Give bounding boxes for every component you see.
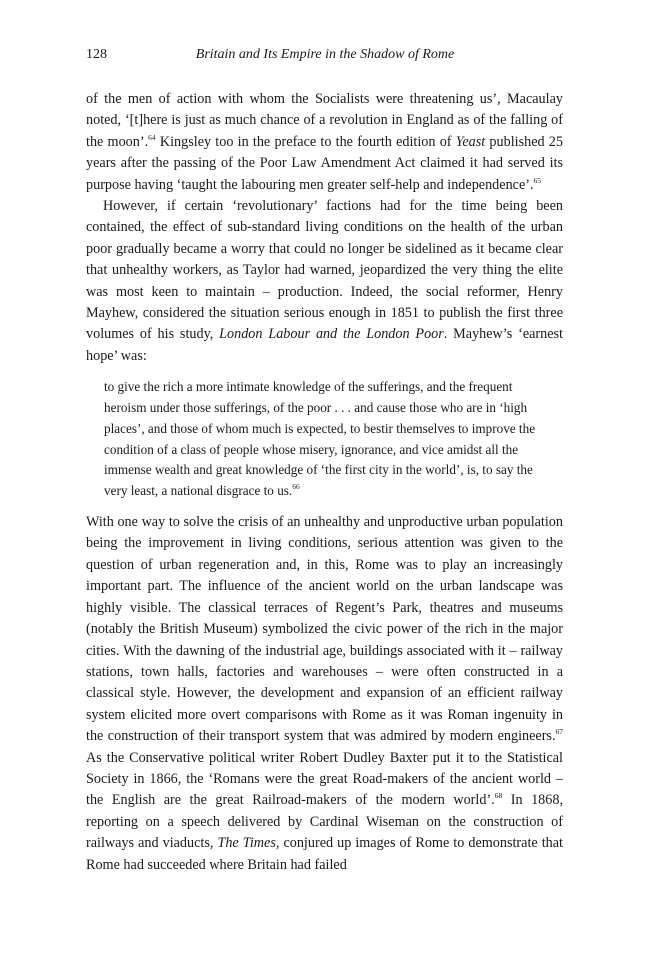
book-title-yeast: Yeast [455, 133, 486, 150]
text-run: published 25 years after the passing of the Poor Law Amendment Act claimed it had served its purpose having ‘taught the labouring men greater self-help and independence’. [86, 133, 563, 193]
text-run: . Mayhew’s ‘earnest hope’ was: [86, 326, 563, 364]
text-run: , conjured up images of Rome to demonstrate that Rome had succeeded where Britain had failed [86, 835, 563, 873]
text-run: With one way to solve the crisis of an unhealthy and unproductive urban population being the improvement in living conditions, serious attention was given to the question of urban regeneration and, in this, Rome was to play an increasingly important part. The influence of the ancient world on the urban landscape was highly visible. The classical terraces of Regent’s Park, theatres and museums (notably the British Museum) symbolized the civic power of the rich in the major cities. With the dawning of the industrial age, buildings associated with it – railway stations, town halls, factories and warehouses – were often constructed in a classical style. However, the development and expansion of an efficient railway system elicited more overt comparisons with Rome as it was Roman ingenuity in the construction of their transport system that was admired by modern engineers. [86, 514, 563, 745]
text-run: In 1868, reporting on a speech delivered by Cardinal Wiseman on the construction of railways and viaducts, [86, 792, 563, 852]
newspaper-title-the-times: The Times [217, 835, 276, 852]
text-run: However, if certain ‘revolutionary’ factions had for the time being been contained, the effect of sub-standard living conditions on the health of the urban poor gradually became a worry that could no longer be sidelined as it became clear that unhealthy workers, as Taylor had warned, jeopardized the very thing the elite was most keen to maintain – production. Indeed, the social reformer, Henry Mayhew, considered the situation serious enough in 1851 to publish the first three volumes of his study, [86, 198, 563, 343]
footnote-ref-65: 65 [533, 175, 542, 185]
quote-text: to give the rich a more intimate knowledge of the sufferings, and the frequent heroism under those sufferings, of the poor . . . and cause those who are in ‘high places’, and those of whom much is expected, to bestir themselves to improve the condition of a class of people whose misery, ignorance, and vice amidst all the immense wealth and great knowledge of ‘the first city in the world’, is, to say the very least, a national disgrace to us. [104, 379, 536, 499]
block-quote [104, 377, 545, 502]
book-title-london-labour: London Labour and the London Poor [219, 326, 444, 343]
footnote-ref-66: 66 [292, 482, 300, 492]
paragraph-3 [86, 512, 563, 876]
footnote-ref-68: 68 [494, 791, 503, 801]
text-run: Kingsley too in the preface to the fourth edition of [155, 133, 456, 150]
text-run: As the Conservative political writer Robert Dudley Baxter put it to the Statistical Society in 1866, the ‘Romans were the great Road-makers of the ancient world – the English are the great Railroad-makers of the modern world’. [86, 749, 563, 809]
footnote-ref-64: 64 [148, 132, 156, 142]
text-run: of the men of action with whom the Socialists were threatening us’, Macaulay noted, ‘[t]here is just as much chance of a revolution in England as of the falling of the moon’. [86, 91, 563, 150]
paragraph-1 [86, 89, 563, 196]
running-header [86, 44, 564, 66]
page-number: 128 [86, 47, 107, 62]
footnote-ref-67: 67 [555, 727, 563, 737]
body-text [86, 89, 563, 876]
running-title: Britain and Its Empire in the Shadow of Rome [195, 47, 455, 62]
paragraph-2 [86, 196, 563, 367]
